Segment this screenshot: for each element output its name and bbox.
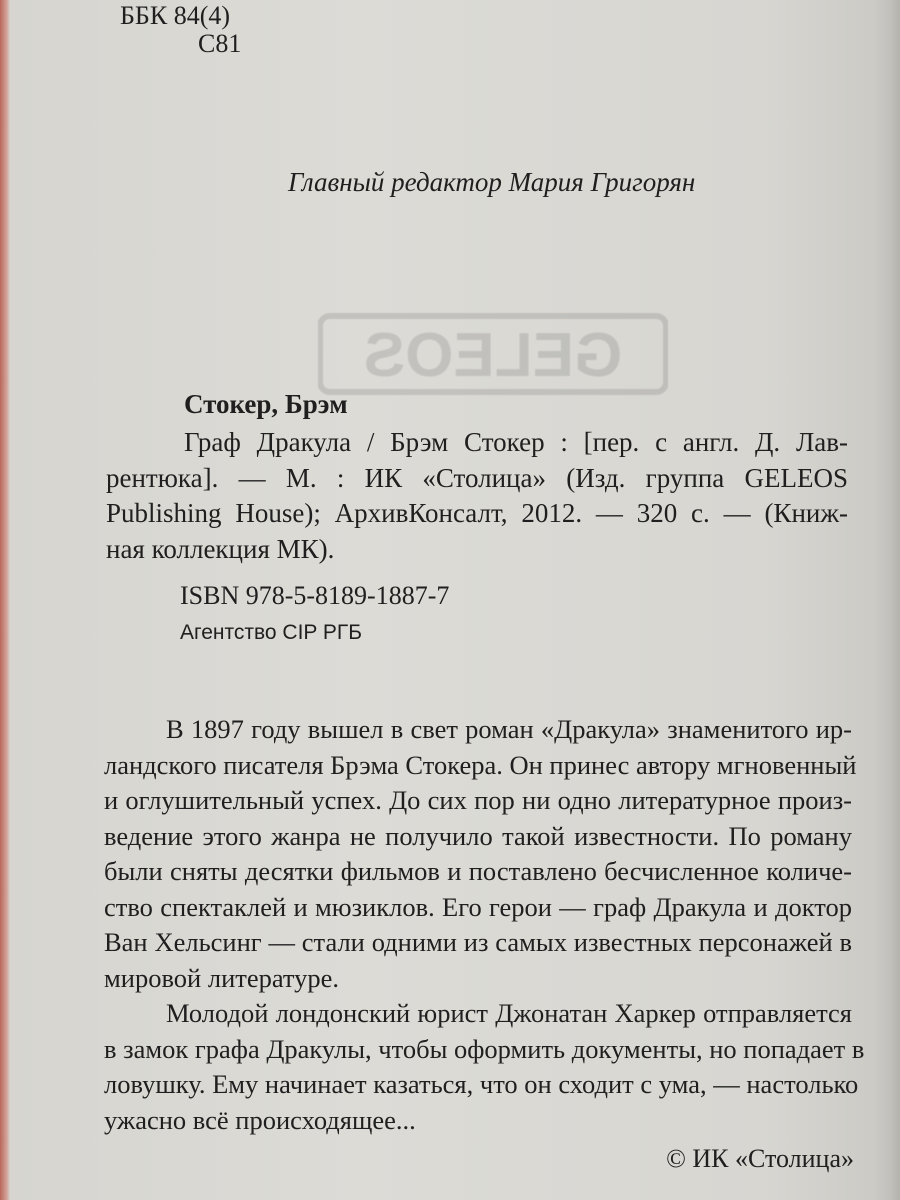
- author-sign: С81: [198, 29, 242, 58]
- page-right-edge: [874, 0, 900, 1200]
- bbk-classification: ББК 84(4): [120, 1, 231, 30]
- annotation-line: ведение этого жанра не получило такой известности. По роману: [104, 820, 852, 851]
- annotation-line: мировой литературе.: [104, 962, 340, 993]
- annotation-line: ство спектаклей и мюзиклов. Его герои — граф Дракула и доктор: [104, 891, 852, 922]
- annotation-line: Ван Хельсинг — стали одними из самых известных персонажей в: [104, 927, 852, 957]
- annotation-line: и оглушительный успех. До сих пор ни одно литературное произ-: [104, 785, 852, 815]
- bibliographic-description: [106, 425, 848, 567]
- annotation-paragraph-2: [104, 996, 865, 1138]
- geleos-show-through-logo: [318, 312, 668, 396]
- copyright-notice: © ИК «Столица»: [666, 1144, 854, 1173]
- bibliographic-line: ная коллекция МК).: [106, 533, 335, 564]
- annotation-line: ловушку. Ему начинает казаться, что он сходит с ума, — настолько: [104, 1069, 859, 1099]
- bibliographic-line: рентюка]. — М. : ИК «Столица» (Изд. группа GELEOS: [106, 462, 848, 493]
- bibliographic-author-heading: Стокер, Брэм: [184, 389, 348, 419]
- editor-in-chief-line: Главный редактор Мария Григорян: [288, 167, 696, 197]
- annotation-line: ландского писателя Брэма Стокера. Он принес автору мгновенный: [104, 749, 857, 780]
- isbn: ISBN 978-5-8189-1887-7: [180, 581, 450, 610]
- bibliographic-line: Граф Дракула / Брэм Стокер : [пер. с англ. Д. Лав-: [184, 427, 848, 457]
- annotation-paragraph-1: [104, 712, 857, 996]
- annotation: [104, 712, 865, 1138]
- bibliographic-line: Publishing House); АрхивКонсалт, 2012. — 320 с. — (Книж-: [106, 498, 848, 528]
- page-left-edge: [0, 0, 10, 1200]
- annotation-line: ужасно всё происходящее...: [104, 1104, 416, 1135]
- annotation-line: Молодой лондонский юрист Джонатан Харкер отправляется: [166, 998, 852, 1028]
- annotation-line: в замок графа Дракулы, чтобы оформить документы, но попадает в: [104, 1033, 865, 1064]
- svg-text:GELEOS: GELEOS: [363, 321, 623, 390]
- annotation-line: были сняты десятки фильмов и поставлено бесчисленное количе-: [104, 856, 852, 886]
- annotation-line: В 1897 году вышел в свет роман «Дракула» знаменитого ир-: [166, 714, 852, 744]
- cip-agency: Агентство CIP РГБ: [180, 621, 363, 644]
